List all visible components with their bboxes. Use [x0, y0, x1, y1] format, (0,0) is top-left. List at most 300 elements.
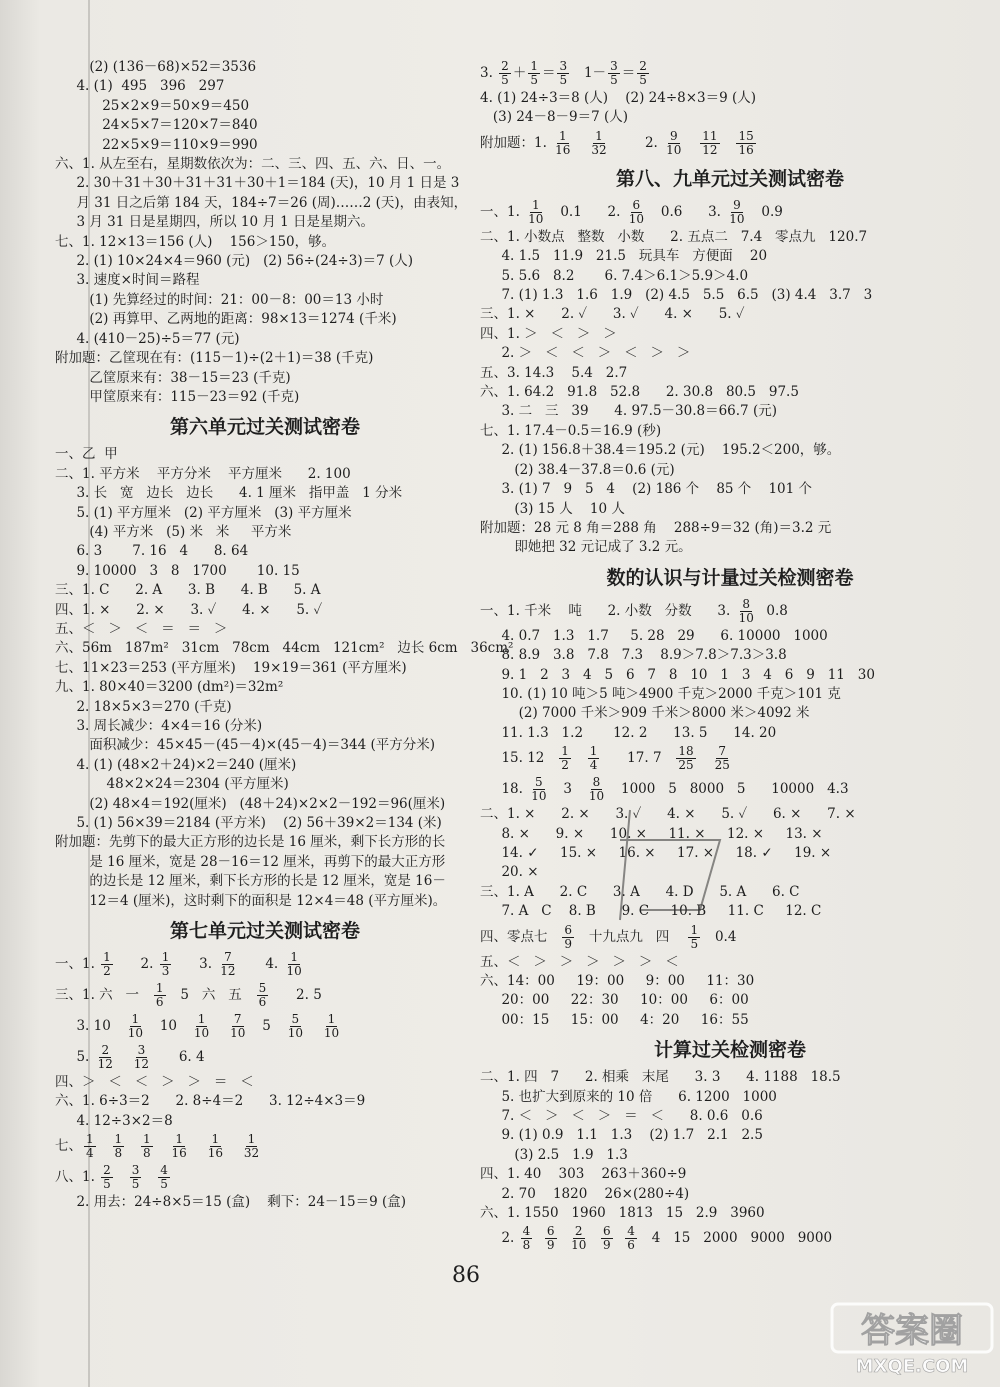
answer-line — [55, 1162, 475, 1193]
fraction — [160, 951, 172, 978]
fraction-numerator: 1 — [247, 1132, 256, 1147]
answer-line: 00：15 15：00 4：20 16：55 — [480, 1011, 749, 1028]
answer-text: 1000 5 8000 5 10000 4.3 — [608, 781, 849, 798]
fraction-numerator: 4 — [522, 1224, 531, 1239]
answer-line: 4. (1) (48×2＋24)×2＝240 (厘米) — [55, 756, 297, 773]
answer-line: (2) 38.4－37.8＝0.6 (元) — [480, 461, 675, 478]
answer-line: 3. 长 宽 边长 边长 4. 1 厘米 指甲盖 1 分米 — [55, 485, 403, 502]
fraction-denominator: 9 — [564, 936, 573, 951]
fraction-numerator: 1 — [114, 1132, 123, 1147]
answer-line: 3 月 31 日是星期四，所以 10 月 1 日是星期六。 — [55, 214, 375, 231]
answer-text: 0.8 — [757, 602, 788, 619]
fraction-denominator: 2 — [561, 758, 569, 773]
answer-line: 二、1. × 2. × 3. ✓ 4. × 5. ✓ 6. × 7. × — [480, 806, 856, 823]
fraction — [192, 1013, 211, 1040]
answer-text: 3. 10 — [55, 1018, 124, 1035]
fraction-denominator: 5 — [160, 1177, 168, 1192]
answer-line: 24×5×7＝120×7＝840 — [55, 117, 258, 134]
fraction-denominator: 5 — [530, 73, 538, 87]
fraction-denominator: 8 — [114, 1146, 123, 1161]
answer-text: 0.9 — [748, 203, 783, 220]
answer-line: 20：00 22：30 10：00 6：00 — [480, 992, 749, 1009]
fraction-denominator: 6 — [627, 1238, 635, 1253]
answer-text: 七、 — [55, 1138, 82, 1155]
answer-text: 17. 7 — [601, 750, 675, 767]
answer-line: 二、1. 平方米 平方分米 平方厘米 2. 100 — [55, 465, 351, 482]
fraction-numerator: 1 — [589, 744, 598, 759]
fraction-denominator: 10 — [738, 610, 754, 625]
answer-text — [307, 1018, 320, 1034]
answer-line: 六、56m 187m² 31cm 78cm 44cm 121cm² 边长 6cm 36cm² — [55, 640, 514, 657]
fraction-denominator: 10 — [628, 211, 644, 226]
fraction-denominator: 9 — [546, 1238, 555, 1253]
answer-text: 15. 12 — [480, 750, 558, 767]
answer-line: 七、1. 17.4－0.5＝16.9 (秒) — [480, 422, 662, 439]
answer-line — [480, 596, 980, 627]
answer-text: 6. 4 — [153, 1049, 205, 1066]
fraction-denominator: 12 — [702, 142, 718, 157]
fraction-denominator: 4 — [589, 758, 598, 773]
answer-line: 四、＞ ＜ ＜ ＞ ＞ ＝ ＜ — [55, 1074, 254, 1091]
fraction — [285, 951, 304, 978]
answer-line: 5. (1) 56×39＝2184 (平方米) (2) 56＋39×2＝134 (米) — [55, 815, 442, 832]
answer-line: 3. (1) 7 9 5 4 (2) 186 个 85 个 101 个 — [480, 481, 813, 498]
answer-line — [55, 980, 475, 1011]
fraction-numerator: 7 — [718, 744, 727, 759]
fraction-denominator: 25 — [714, 758, 730, 773]
fraction — [545, 1225, 557, 1252]
fraction-numerator: 1 — [103, 950, 111, 965]
fraction — [627, 199, 646, 226]
fraction — [637, 60, 649, 87]
fraction-numerator: 6 — [602, 1224, 611, 1239]
fraction-numerator: 8 — [742, 596, 751, 611]
answer-text: ＝ — [621, 65, 636, 81]
answer-line — [480, 58, 980, 89]
fraction-denominator: 5 — [103, 1177, 111, 1192]
fraction — [676, 745, 695, 772]
fraction — [113, 1133, 125, 1160]
fraction-numerator: 6 — [564, 922, 573, 937]
fraction — [589, 130, 608, 157]
answer-line: 2. 70 1820 26×(280÷4) — [480, 1185, 690, 1202]
fraction-numerator: 1 — [530, 59, 538, 73]
page-number: 86 — [452, 1263, 480, 1288]
answer-line: 4. (1) 24÷3＝8 (人) (2) 24÷8×3＝9 (人) — [480, 90, 757, 106]
fraction — [737, 598, 756, 625]
fraction-numerator: 1 — [175, 1132, 183, 1147]
answer-line: 六、1. 1550 1960 1813 15 2.9 3960 — [480, 1205, 765, 1222]
answer-text: 4 15 2000 9000 9000 — [638, 1230, 833, 1247]
answer-line: 2. 18×5×3＝270 (千克) — [55, 698, 232, 715]
fraction-numerator: 1 — [211, 1132, 220, 1147]
fraction-denominator: 32 — [243, 1146, 260, 1161]
answer-text — [722, 135, 735, 151]
fraction-denominator: 10 — [531, 789, 547, 804]
answer-text — [559, 1230, 568, 1246]
fraction-numerator: 2 — [574, 1224, 583, 1239]
answer-line: 五、＜ ＞ ＜ ＝ ＝ ＞ — [55, 620, 228, 637]
answer-line: 二、1. 小数点 整数 小数 2. 五点二 7.4 零点九 120.7 — [480, 228, 868, 245]
fraction-numerator: 15 — [738, 128, 754, 143]
fraction-denominator: 5 — [131, 1177, 140, 1192]
section-title: 第七单元过关测试密卷 — [169, 920, 360, 943]
fraction-denominator: 10 — [528, 211, 544, 226]
answer-line — [480, 743, 980, 774]
fraction — [322, 1013, 341, 1040]
fraction — [286, 1013, 305, 1040]
answer-line: 9. (1) 0.9 1.1 1.3 (2) 1.7 2.1 2.5 — [480, 1127, 763, 1144]
answer-line: 11. 1.3 1.2 12. 2 13. 5 14. 20 — [480, 724, 777, 741]
answer-line: 三、1. × 2. ✓ 3. ✓ 4. × 5. ✓ — [480, 306, 745, 323]
fraction — [588, 745, 600, 772]
answer-text: 四、零点七 — [480, 928, 561, 945]
logo-text-bottom: MXQE.COM — [855, 1356, 969, 1377]
answer-text — [143, 1169, 156, 1185]
answer-line: 4. 0.7 1.3 1.7 5. 28 29 6. 10000 1000 — [480, 627, 828, 644]
fraction-numerator: 1 — [561, 744, 569, 759]
answer-line: 22×5×9＝110×9＝990 — [55, 136, 258, 153]
fraction-denominator: 5 — [559, 73, 568, 87]
answer-line: (2) 再算甲、乙两地的距离：98×13＝1274 (千米) — [55, 311, 397, 328]
answer-line: 甲筐原来有：115－23＝92 (千克) — [55, 388, 300, 405]
answer-text: 2. 5 — [270, 987, 322, 1004]
answer-line: 4. (410－25)÷5＝77 (元) — [55, 330, 240, 347]
fraction — [569, 1225, 588, 1252]
answer-line — [55, 1042, 475, 1073]
answer-line: 14. ✓ 15. × 16. × 17. × 18. ✓ 19. × — [480, 844, 832, 861]
fraction-numerator: 5 — [291, 1012, 300, 1027]
answer-line: 附加题：乙筐现在有：(115－1)÷(2＋1)＝38 (千克) — [55, 350, 374, 367]
answer-line: 七、11×23＝253 (平方厘米) 19×19＝361 (平方厘米) — [55, 659, 407, 676]
fraction — [526, 199, 545, 226]
answer-line: (3) 24－8－9＝7 (人) — [480, 109, 629, 126]
answer-text: 附加题：1. — [480, 134, 552, 151]
answer-line: 的边长是 12 厘米，剩下长方形的长是 12 厘米，宽是 16－ — [55, 873, 446, 890]
answer-text — [115, 1169, 128, 1185]
answer-line: 3. 速度×时间＝路程 — [55, 272, 200, 289]
answer-line — [480, 197, 980, 228]
fraction-denominator: 9 — [602, 1238, 611, 1253]
fraction-numerator: 1 — [558, 128, 567, 143]
fraction-numerator: 9 — [733, 197, 741, 212]
fraction-denominator: 10 — [729, 211, 745, 226]
answer-line: 6. 3 7. 16 4 8. 64 — [55, 543, 249, 560]
fraction-numerator: 7 — [233, 1012, 242, 1027]
section-title: 数的认识与计量过关检测密卷 — [606, 566, 854, 589]
fraction-numerator: 11 — [702, 128, 718, 143]
answer-text — [615, 1230, 624, 1246]
answer-line: 4. 12÷3×2＝8 — [55, 1112, 173, 1129]
answer-line: 五、3. 14.3 5.4 2.7 — [480, 364, 628, 381]
answer-line: 七、1. 12×13＝156 (人) 156＞150，够。 — [55, 233, 336, 250]
fraction — [713, 745, 732, 772]
fraction-numerator: 5 — [535, 775, 543, 790]
answer-text: 十九点九 四 — [576, 928, 687, 945]
answer-line: 三、1. C 2. A 3. B 4. B 5. A — [55, 582, 321, 599]
fraction — [700, 130, 719, 157]
answer-line: 10. (1) 10 吨＞5 吨＞4900 千克＞2000 千克＞101 克 — [480, 685, 841, 702]
answer-line: 四、1. × 2. × 3. ✓ 4. × 5. ✓ — [55, 601, 323, 618]
fraction-numerator: 1 — [143, 1132, 151, 1147]
answer-text — [685, 135, 698, 151]
fraction — [664, 130, 683, 157]
fraction-numerator: 8 — [592, 775, 601, 790]
answer-text: 三、1. 六 一 — [55, 987, 152, 1004]
fraction — [218, 951, 237, 978]
answer-text — [213, 1018, 226, 1034]
answer-line: 5. 5.6 8.2 6. 7.4＞6.1＞5.9＞4.0 — [480, 267, 749, 284]
answer-line: 六、1. 从左至右，星期数依次为：二、三、四、五、六、日、一。 — [55, 156, 451, 173]
answer-text: 2. — [114, 956, 158, 973]
fraction-denominator: 12 — [220, 964, 236, 979]
answer-line: (3) 15 人 10 人 — [480, 500, 625, 517]
fraction — [84, 1133, 96, 1160]
handwritten-mark — [600, 800, 740, 950]
fraction-denominator: 6 — [258, 995, 267, 1010]
fraction — [257, 982, 269, 1009]
answer-line: 5. (1) 平方厘米 (2) 平方厘米 (3) 平方厘米 — [55, 504, 352, 521]
answer-line: 2. 30＋31＋30＋31＋31＋30＋1＝184 (天)，10 月 1 日是 3 — [55, 175, 460, 192]
fraction-numerator: 7 — [224, 950, 232, 965]
fraction — [562, 924, 574, 951]
answer-text — [573, 750, 586, 766]
fraction-denominator: 16 — [171, 1146, 187, 1161]
fraction-denominator: 6 — [155, 995, 164, 1010]
fraction — [727, 199, 746, 226]
answer-line — [480, 128, 980, 159]
fraction-denominator: 12 — [97, 1057, 113, 1072]
answer-text — [227, 1138, 240, 1154]
fraction-denominator: 10 — [588, 789, 605, 804]
section-title: 第八、九单元过关测试密卷 — [615, 167, 844, 190]
logo-text-top: 答案圈 — [861, 1311, 963, 1351]
answer-text: 3 — [550, 781, 585, 798]
answer-line: 六、14：00 19：00 9：00 11：30 — [480, 973, 755, 989]
fraction-numerator: 1 — [161, 950, 170, 965]
answer-text — [698, 750, 711, 766]
fraction-numerator: 3 — [610, 59, 618, 73]
fraction-denominator: 10 — [193, 1026, 210, 1041]
fraction-numerator: 2 — [639, 59, 647, 73]
answer-line: (1) 先算经过的时间：21：00－8：00＝13 小时 — [55, 291, 384, 308]
fraction — [528, 60, 540, 87]
answer-line: 2. (1) 10×24×4＝960 (元) (2) 56÷(24÷3)＝7 (人) — [55, 253, 414, 270]
answer-line: 25×2×9＝50×9＝450 — [55, 97, 250, 114]
answer-line: (2) (136－68)×52＝3536 — [55, 59, 257, 75]
answer-line: 一、乙 甲 — [55, 446, 118, 463]
fraction — [521, 1225, 533, 1252]
answer-text: 1－ — [571, 65, 607, 81]
answer-line: 3. 周长减少：4×4＝16 (分米) — [55, 718, 263, 734]
fraction-denominator: 10 — [666, 142, 682, 157]
answer-line: 5. 也扩大到原来的 10 倍 6. 1200 1000 — [480, 1088, 777, 1105]
answer-text — [590, 1230, 599, 1246]
fraction-denominator: 8 — [143, 1146, 151, 1161]
fraction-denominator: 10 — [571, 1238, 587, 1253]
answer-line: 9. 10000 3 8 1700 10. 15 — [55, 562, 300, 579]
fraction — [608, 60, 620, 87]
fraction-denominator: 8 — [522, 1238, 531, 1253]
fraction — [499, 60, 511, 87]
answer-line: 2. (1) 156.8＋38.4＝195.2 (元) 195.2＜200，够。 — [480, 442, 841, 459]
fraction-numerator: 4 — [627, 1224, 635, 1239]
answer-line: 7. A C 8. B 9. C 10. B 11. C 12. C — [480, 903, 822, 920]
fraction-denominator: 16 — [207, 1146, 223, 1161]
answer-text: ＝ — [541, 65, 556, 81]
fraction — [557, 60, 569, 87]
answer-text: 3. — [480, 65, 498, 81]
answer-line: 六、1. 6÷3＝2 2. 8÷4＝2 3. 12÷4×3＝9 — [55, 1093, 366, 1110]
fraction-denominator: 10 — [323, 1026, 340, 1041]
answer-text — [117, 1049, 130, 1065]
answer-text: 2. — [480, 1230, 519, 1247]
fraction-denominator: 5 — [501, 73, 509, 87]
answer-line: 六、1. 64.2 91.8 52.8 2. 30.8 80.5 97.5 — [480, 384, 799, 401]
answer-line: 20. × — [480, 864, 539, 881]
answer-line: 附加题：28 元 8 角＝288 角 288÷9＝32 (角)＝3.2 元 — [480, 519, 832, 536]
fraction-denominator: 12 — [133, 1057, 150, 1072]
fraction-numerator: 1 — [197, 1012, 206, 1027]
answer-text: 5 — [249, 1018, 284, 1035]
fraction-numerator: 1 — [690, 922, 699, 937]
fraction — [529, 776, 548, 803]
fraction — [130, 1164, 142, 1191]
answer-text: 八、1. — [55, 1169, 100, 1186]
fraction-denominator: 2 — [103, 964, 111, 979]
fraction — [601, 1225, 613, 1252]
fraction-numerator: 1 — [531, 197, 540, 212]
answer-line — [55, 1131, 475, 1162]
fraction-numerator: 5 — [258, 981, 267, 996]
answer-text — [191, 1138, 204, 1154]
fraction-denominator: 4 — [86, 1146, 94, 1161]
answer-line: 48×2×24＝2304 (平方厘米) — [55, 776, 289, 793]
fraction — [206, 1133, 225, 1160]
answer-line: 月 31 日之后第 184 天，184÷7＝26 (周)……2 (天)，由表知， — [55, 194, 468, 211]
answer-text: 5. — [55, 1049, 94, 1066]
fraction — [170, 1133, 189, 1160]
fraction-denominator: 10 — [127, 1026, 143, 1041]
answer-line — [55, 949, 475, 980]
fraction — [158, 1164, 170, 1191]
fraction-numerator: 2 — [101, 1043, 110, 1058]
fraction-denominator: 5 — [639, 73, 647, 87]
fraction — [559, 745, 571, 772]
answer-line: 五、＜ ＞ ＞ ＞ ＞ ＞ ＜ — [480, 953, 679, 970]
fraction-numerator: 3 — [559, 59, 568, 73]
fraction — [132, 1044, 151, 1071]
fraction-numerator: 4 — [160, 1163, 168, 1178]
answer-text — [155, 1138, 168, 1154]
answer-line: 2. ＞ ＜ ＜ ＞ ＜ ＞ ＞ — [480, 345, 691, 362]
answer-line: 附加题：先剪下的最大正方形的边长是 16 厘米，剩下长方形的长 — [55, 834, 446, 851]
answer-line: 3. 二 三 39 4. 97.5－30.8＝66.7 (元) — [480, 403, 777, 420]
answer-line: 9. 1 2 3 4 5 6 7 8 10 1 3 4 6 9 11 30 — [480, 666, 875, 683]
fraction-numerator: 1 — [155, 981, 164, 996]
answer-line: 乙筐原来有：38－15＝23 (千克) — [55, 369, 291, 386]
fraction-denominator: 5 — [610, 73, 618, 87]
fraction-numerator: 1 — [86, 1132, 94, 1147]
answer-line: 4. (1) 495 396 297 — [55, 78, 225, 95]
fraction-denominator: 16 — [555, 142, 571, 157]
fraction-numerator: 1 — [327, 1012, 336, 1027]
fraction-numerator: 2 — [501, 59, 509, 73]
fraction-numerator: 6 — [632, 197, 641, 212]
answer-line: 8. × 9. × 10. × 11. × 12. × 13. × — [480, 825, 823, 842]
fraction — [101, 1164, 113, 1191]
fraction-denominator: 10 — [230, 1026, 246, 1041]
answer-line: 四、1. ＞ ＜ ＞ ＞ — [480, 325, 617, 342]
fraction-numerator: 3 — [131, 1163, 140, 1178]
answer-line: 7. ＜ ＞ ＜ ＞ ＝ ＜ 8. 0.6 0.6 — [480, 1108, 763, 1125]
answer-line: 九、1. 80×40＝3200 (dm²)＝32m² — [55, 679, 284, 696]
answer-line: 是 16 厘米，宽是 28－16＝12 厘米，再剪下的最大正方形 — [55, 853, 446, 870]
fraction-denominator: 5 — [690, 936, 699, 951]
fraction — [126, 1013, 145, 1040]
answer-text: 5 六 五 — [167, 987, 255, 1004]
fraction-numerator: 9 — [669, 128, 678, 143]
fraction — [154, 982, 166, 1009]
fraction — [101, 951, 113, 978]
answer-line: (4) 平方米 (5) 米 米 平方米 — [55, 523, 292, 540]
answer-text — [98, 1138, 111, 1154]
section-title: 计算过关检测密卷 — [653, 1039, 806, 1062]
fraction-denominator: 32 — [591, 142, 607, 157]
left-column — [55, 58, 514, 1213]
answer-line: 7. (1) 1.3 1.6 1.9 (2) 4.5 5.5 6.5 (3) 4.4 3.7 3 — [480, 287, 873, 304]
answer-line: 三、1. A 2. C 3. A 4. D 5. A 6. C — [480, 883, 800, 900]
watermark-logo — [830, 1300, 995, 1380]
answer-line: (3) 2.5 1.9 1.3 — [480, 1146, 628, 1163]
fraction-numerator: 1 — [595, 128, 603, 143]
fraction-denominator: 25 — [678, 758, 694, 773]
fraction — [228, 1013, 247, 1040]
fraction — [625, 1225, 637, 1252]
fraction — [242, 1133, 261, 1160]
fraction-denominator: 10 — [287, 1026, 303, 1041]
answer-text: 0.1 2. — [547, 203, 625, 220]
section-title: 第六单元过关测试密卷 — [169, 416, 360, 439]
answer-text — [534, 1230, 543, 1246]
answer-line: 四、1. 40 303 263＋360÷9 — [480, 1166, 687, 1183]
answer-line: (2) 7000 千米＞909 千米＞8000 米＞4092 米 — [480, 705, 810, 722]
fraction-numerator: 2 — [103, 1163, 111, 1178]
fraction-denominator: 16 — [738, 142, 754, 157]
fraction-numerator: 1 — [131, 1012, 140, 1027]
answer-line: 12＝4 (厘米)，这时剩下的面积是 12×4＝48 (平方厘米)。 — [55, 892, 447, 909]
fraction — [141, 1133, 153, 1160]
answer-text: 一、1. — [480, 203, 525, 220]
fraction-denominator: 3 — [161, 964, 170, 979]
answer-line — [55, 1011, 475, 1042]
answer-text: 2. — [610, 134, 663, 151]
answer-text: 0.4 — [702, 928, 737, 945]
fraction-numerator: 3 — [137, 1043, 146, 1058]
fraction-numerator: 1 — [290, 950, 298, 965]
fraction — [553, 130, 572, 157]
answer-line: (2) 48×4＝192(厘米) (48＋24)×2×2－192＝96(厘米) — [55, 795, 446, 812]
answer-text: 18. — [480, 781, 528, 798]
answer-line: 即她把 32 元记成了 3.2 元。 — [480, 539, 692, 556]
answer-line: 4. 1.5 11.9 21.5 玩具车 方便面 20 — [480, 248, 768, 265]
fraction — [736, 130, 755, 157]
answer-text — [126, 1138, 139, 1154]
answer-line — [480, 1223, 980, 1254]
fraction — [96, 1044, 115, 1071]
answer-line: 2. 用去：24÷8×5＝15 (盒) 剩下：24－15＝9 (盒) — [55, 1194, 407, 1211]
answer-text: 一、1. — [55, 956, 100, 973]
